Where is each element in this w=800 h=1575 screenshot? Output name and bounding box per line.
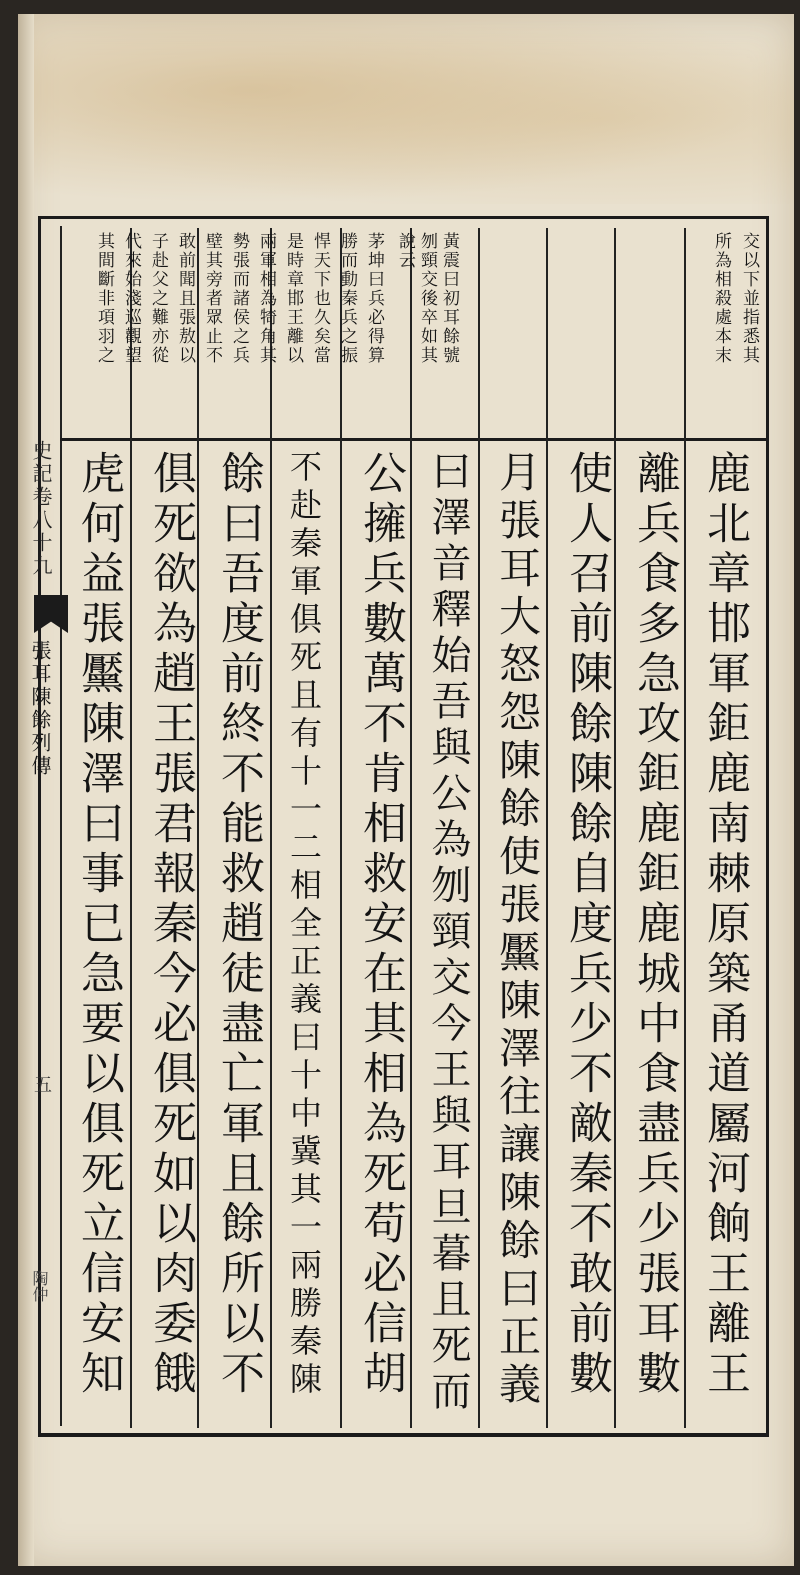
bottom-border <box>38 1433 769 1437</box>
headnote-line: 悍天下也久矣當 <box>310 232 330 365</box>
text-column: 不赴秦軍俱死且有十一二相全正義曰十中冀其一兩勝秦陳 <box>285 450 323 1400</box>
column-rule <box>270 228 272 1428</box>
text-column: 使人召前陳餘陳餘自度兵少不敵秦不敢前數 <box>561 450 612 1400</box>
headnote-line: 敢前聞且張敖以 <box>175 232 195 365</box>
text-column: 餘曰吾度前終不能救趙徒盡亡軍且餘所以不 <box>213 450 264 1400</box>
chapter-title: 張耳陳餘列傳 <box>28 640 52 778</box>
headnote-line: 刎頸交後卒如其 <box>417 232 437 365</box>
column-rule <box>478 228 480 1428</box>
headnote-line: 兩軍相為犄角其 <box>256 232 276 365</box>
text-column: 鹿北章邯軍鉅鹿南棘原築甬道屬河餉王離王 <box>699 450 750 1400</box>
water-stain <box>18 14 794 204</box>
margin-title <box>26 440 56 578</box>
text-column: 俱死欲為趙王張君報秦今必俱死如以肉委餓 <box>145 450 196 1400</box>
headnote-line: 子赴父之難亦從 <box>148 232 168 365</box>
column-rule <box>130 228 132 1428</box>
headnote-line: 其間斷非項羽之 <box>94 232 114 365</box>
column-rule <box>410 228 412 1428</box>
column-rule <box>197 228 199 1428</box>
column-rule <box>340 228 342 1428</box>
text-column: 公擁兵數萬不肯相救安在其相為死苟必信胡 <box>355 450 406 1400</box>
headnote-divider <box>60 438 766 441</box>
book-title: 史記卷八十九 <box>29 440 53 578</box>
column-rule <box>614 228 616 1428</box>
text-column: 虎何益張黶陳澤曰事已急要以俱死立信安知 <box>73 450 124 1400</box>
headnote-line: 勢張而諸侯之兵 <box>229 232 249 365</box>
headnote-line: 交以下並指悉其 <box>739 232 759 365</box>
headnote-line: 黃震曰初耳餘號 <box>439 232 459 365</box>
text-column: 曰澤音釋始吾與公為刎頸交今王與耳旦暮且死而 <box>425 450 471 1416</box>
headnote-line: 代來始淺巡觀望 <box>121 232 141 365</box>
page-spine <box>18 14 34 1566</box>
text-column: 離兵食多急攻鉅鹿鉅鹿城中食盡兵少張耳數 <box>629 450 680 1400</box>
headnote-line: 勝而動秦兵之振 <box>337 232 357 365</box>
column-rule <box>684 228 686 1428</box>
leaf-number: 五 <box>31 1075 52 1093</box>
text-column: 月張耳大怒怨陳餘使張黶陳澤往讓陳餘曰正義 <box>493 450 542 1410</box>
headnote-line: 所為相殺處本末 <box>711 232 731 365</box>
column-rule <box>546 228 548 1428</box>
publisher-mark: 陶仲 <box>30 1270 49 1302</box>
headnote-line: 壁其旁者眾止不 <box>202 232 222 365</box>
headnote-line: 茅坤曰兵必得算 <box>364 232 384 365</box>
headnote-line: 說云 <box>395 232 415 270</box>
headnote-line: 是時章邯王離以 <box>283 232 303 365</box>
